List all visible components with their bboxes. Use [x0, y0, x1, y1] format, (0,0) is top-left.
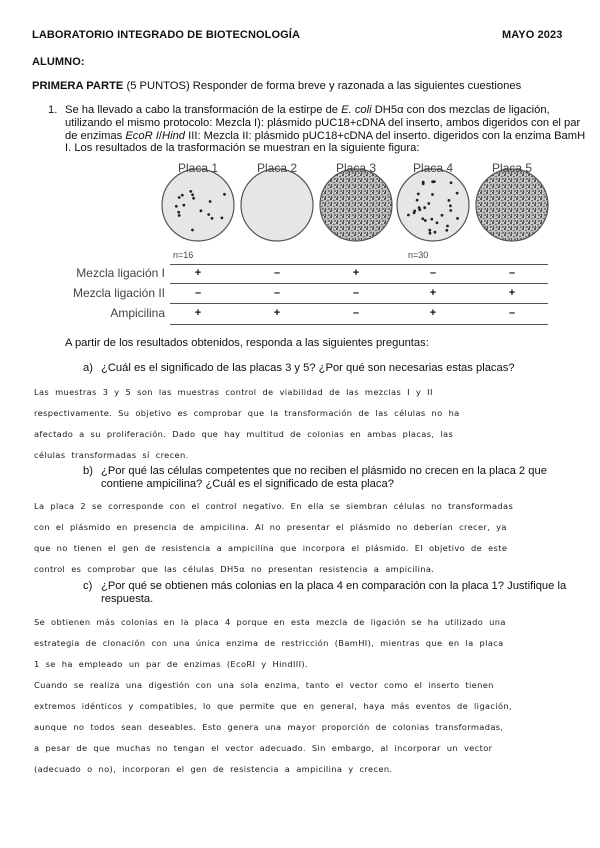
colony: [428, 229, 431, 232]
colony: [441, 214, 444, 217]
colony: [211, 217, 214, 220]
table-cell: +: [352, 267, 360, 279]
plate-label: Placa 1: [177, 161, 219, 175]
colony: [177, 211, 180, 214]
row-label: Ampicilina: [110, 306, 165, 320]
table-cell: –: [194, 287, 202, 299]
colony: [221, 217, 224, 220]
colony: [191, 193, 194, 196]
colony: [189, 190, 192, 193]
course-title: LABORATORIO INTEGRADO DE BIOTECNOLOGÍA: [32, 29, 301, 41]
answer-line: con el plásmido en presencia de ampicilina. Al no presentar el plásmido no deberían crecer, ya: [34, 522, 507, 532]
colony: [431, 180, 434, 183]
colony: [445, 229, 448, 232]
answer-line: afectado a su proliferación. Dado que hay multitud de colonias en ambas placas, las: [34, 429, 454, 439]
answer-line: (adecuado o no), incorporan el gen de resistencia a ampicilina y crecen.: [34, 764, 393, 774]
colony: [207, 213, 210, 216]
subq-b-text: ¿Por qué las células competentes que no reciben el plásmido no crecen en la placa 2 que contiene ampicilina? ¿Cuál es el significado de esta placa?: [101, 465, 547, 490]
colony: [430, 218, 433, 221]
answer-c: [34, 612, 579, 780]
colony: [407, 214, 410, 217]
plate-label: Placa 4: [412, 161, 454, 175]
colony: [423, 206, 426, 209]
plate-4: [397, 169, 469, 241]
colony: [456, 192, 459, 195]
subq-c-letter: c): [83, 580, 93, 592]
colony: [431, 193, 434, 196]
colony: [178, 196, 181, 199]
exam-date: MAYO 2023: [502, 29, 563, 41]
part-points: (5 PUNTOS): [126, 80, 190, 92]
colony: [191, 229, 194, 232]
colony: [421, 217, 424, 220]
colony: [436, 221, 439, 224]
subq-b-letter: b): [83, 465, 93, 477]
table-line-2: [170, 303, 548, 304]
table-cell: –: [352, 287, 360, 299]
answer-line: extremos idénticos y compatibles, lo que permite que en general, haya más eventos de ligación,: [34, 701, 512, 711]
answer-line: a pesar de que muchas no tengan el vector adecuado. Sin embargo, al incorporar un vector: [34, 743, 493, 753]
table-cell: +: [194, 267, 202, 279]
table-cell: +: [429, 287, 437, 299]
colony: [448, 199, 451, 202]
colony: [418, 206, 421, 209]
colony: [223, 193, 226, 196]
colony: [429, 232, 432, 235]
answer-line: La placa 2 se corresponde con el control negativo. En ella se siembran células no transformadas: [34, 501, 514, 511]
table-cell: –: [508, 267, 516, 279]
colony: [200, 209, 203, 212]
answer-line: estrategia de clonación con una única enzima de restricción (BamHI), mientras que en la placa: [34, 638, 504, 648]
colony: [417, 193, 420, 196]
q1-line-3: de enzimas EcoR I/Hind III: Mezcla II: plásmido pUC18+cDNA del inserto. digeridos con la enzima BamH: [65, 129, 586, 142]
enzyme-ecori: EcoR I: [125, 129, 159, 142]
answer-line: células transformadas sí crecen.: [34, 450, 189, 460]
answer-line: Se obtienen más colonias en la placa 4 porque en esta mezcla de ligación se ha utilizado una: [34, 617, 506, 627]
colony: [449, 204, 452, 207]
colony: [422, 181, 425, 184]
subq-a-text: ¿Cuál es el significado de las placas 3 y 5? ¿Por qué son necesarias estas placas?: [101, 362, 515, 374]
colony: [413, 210, 416, 213]
part-instruction: Responder de forma breve y razonada a las siguientes cuestiones: [192, 80, 522, 92]
colony-count: n=16: [173, 250, 194, 260]
question-number: 1.: [48, 104, 58, 116]
species-name: E. coli: [341, 104, 372, 116]
colony: [416, 199, 419, 202]
colony: [175, 205, 178, 208]
prompt-text: A partir de los resultados obtenidos, responda a las siguientes preguntas:: [65, 337, 429, 349]
table-cell: +: [429, 307, 437, 319]
plate-2: [241, 169, 313, 241]
colony: [178, 214, 181, 217]
enzyme-hind: Hind: [162, 129, 186, 142]
answer-line: respectivamente. Su objetivo es comprobar que la transformación de las células no ha: [34, 408, 460, 418]
colony: [449, 209, 452, 212]
answer-line: control es comprobar que las células DH5α no presentan resistencia a ampicilina.: [34, 564, 435, 574]
q1-line-1: Se ha llevado a cabo la transformación de la estirpe de E. coli DH5α con dos mezclas de ligación,: [65, 104, 550, 116]
plate-label: Placa 5: [491, 161, 533, 175]
q1-line-2: utilizando el mismo protocolo: Mezcla I): plásmido pUC18+cDNA del inserto, ambos digeridos con el par: [65, 116, 581, 129]
colony: [427, 202, 430, 205]
answer-a: [34, 382, 579, 466]
colony: [424, 219, 427, 222]
subq-a-letter: a): [83, 362, 93, 374]
table-line-bottom: [170, 324, 548, 325]
q1-line-4: I. Los resultados de la trasformación se muestran en la siguiente figura:: [65, 142, 420, 155]
table-cell: +: [508, 287, 516, 299]
transformation-figure: [0, 0, 600, 330]
subq-c-text: ¿Por qué se obtienen más colonias en la placa 4 en comparación con la placa 1? Justifique la respuesta.: [101, 580, 567, 605]
plate-1: [162, 169, 234, 241]
table-cell: –: [429, 267, 437, 279]
answer-line: 1 se ha empleado un par de enzimas (EcoRI y HindIII).: [34, 659, 308, 669]
answer-line: Las muestras 3 y 5 son las muestras control de viabilidad de las mezclas I y II: [34, 387, 433, 397]
table-line-1: [170, 283, 548, 284]
answer-line: que no tienen el gen de resistencia a ampicilina que incorpora el plásmido. El objetivo de este: [34, 543, 508, 553]
answer-line: Cuando se realiza una digestión con una sola enzima, tanto el vector como el inserto tienen: [34, 680, 494, 690]
student-label: ALUMNO:: [32, 56, 85, 68]
answer-line: aunque no todos sean deseables. Esto genera una mayor proporción de colonias transformadas,: [34, 722, 504, 732]
row-label: Mezcla ligación I: [76, 266, 165, 280]
part-title: PRIMERA PARTE: [32, 80, 124, 92]
table-line-top: [170, 264, 548, 265]
plate-5: [476, 169, 548, 241]
colony: [456, 217, 459, 220]
table-cell: –: [273, 267, 281, 279]
row-label: Mezcla ligación II: [72, 286, 165, 300]
table-cell: –: [273, 287, 281, 299]
answer-b: [34, 496, 579, 580]
plate-label: Placa 3: [335, 161, 377, 175]
colony: [192, 197, 195, 200]
colony: [434, 231, 437, 234]
colony: [181, 194, 184, 197]
table-cell: +: [273, 307, 281, 319]
colony-count: n=30: [408, 250, 429, 260]
plate-3: [320, 169, 392, 241]
colony: [450, 181, 453, 184]
colony: [183, 204, 186, 207]
table-cell: –: [508, 307, 516, 319]
plate-label: Placa 2: [256, 161, 298, 175]
table-cell: +: [194, 307, 202, 319]
table-cell: –: [352, 307, 360, 319]
colony: [209, 200, 212, 203]
colony: [446, 225, 449, 228]
